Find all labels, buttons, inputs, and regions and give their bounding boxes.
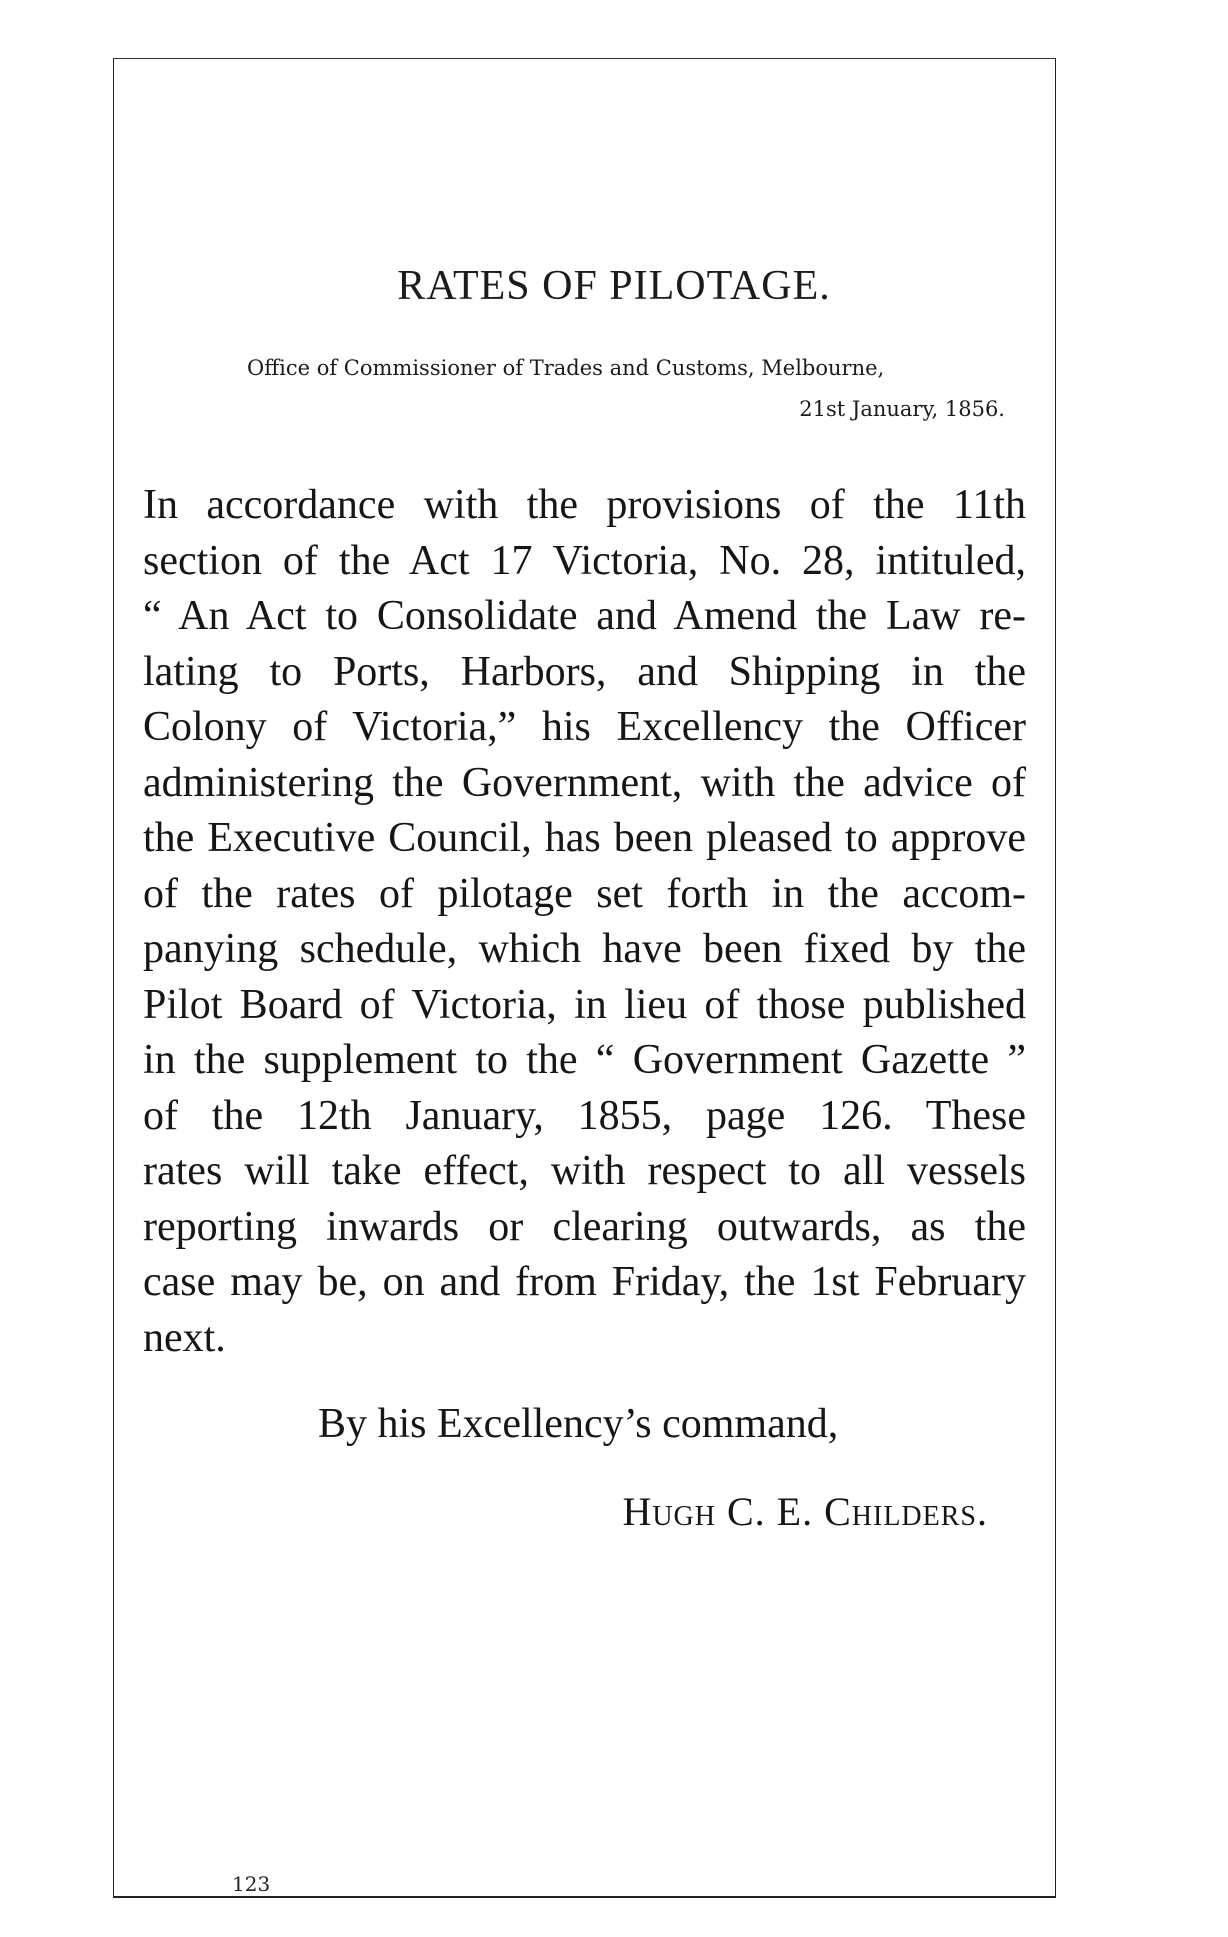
body-line: of the rates of pilotage set forth in the accom-: [143, 870, 1026, 917]
command-line: By his Excellency’s command,: [318, 1401, 839, 1447]
page-title: RATES OF PILOTAGE.: [397, 263, 831, 309]
date-line: 21st January, 1856.: [799, 397, 1005, 421]
signature: Hugh C. E. Childers.: [622, 1489, 988, 1534]
body-line: next.: [143, 1314, 226, 1361]
body-line: of the 12th January, 1855, page 126. These: [143, 1092, 1026, 1139]
body-line: rates will take effect, with respect to all vessels: [143, 1148, 1026, 1194]
body-line: section of the Act 17 Victoria, No. 28, intituled,: [143, 537, 1026, 584]
body-line: In accordance with the provisions of the 11th: [143, 482, 1026, 528]
body-line: case may be, on and from Friday, the 1st February: [143, 1259, 1026, 1305]
body-paragraph: [143, 478, 1026, 1366]
body-line: panying schedule, which have been fixed by the: [143, 926, 1026, 972]
body-line: reporting inwards or clearing outwards, as the: [143, 1203, 1026, 1250]
body-line: the Executive Council, has been pleased to approve: [143, 815, 1026, 861]
office-line: Office of Commissioner of Trades and Customs, Melbourne,: [247, 356, 885, 380]
body-line: lating to Ports, Harbors, and Shipping in the: [143, 648, 1026, 695]
body-line: Colony of Victoria,” his Excellency the Officer: [143, 704, 1026, 750]
body-line: “ An Act to Consolidate and Amend the Law re-: [143, 593, 1026, 639]
body-line: in the supplement to the “ Government Gazette ”: [143, 1037, 1026, 1083]
page-number: 123: [232, 1872, 271, 1896]
body-line: Pilot Board of Victoria, in lieu of those published: [143, 981, 1026, 1028]
body-line: administering the Government, with the advice of: [143, 759, 1026, 806]
